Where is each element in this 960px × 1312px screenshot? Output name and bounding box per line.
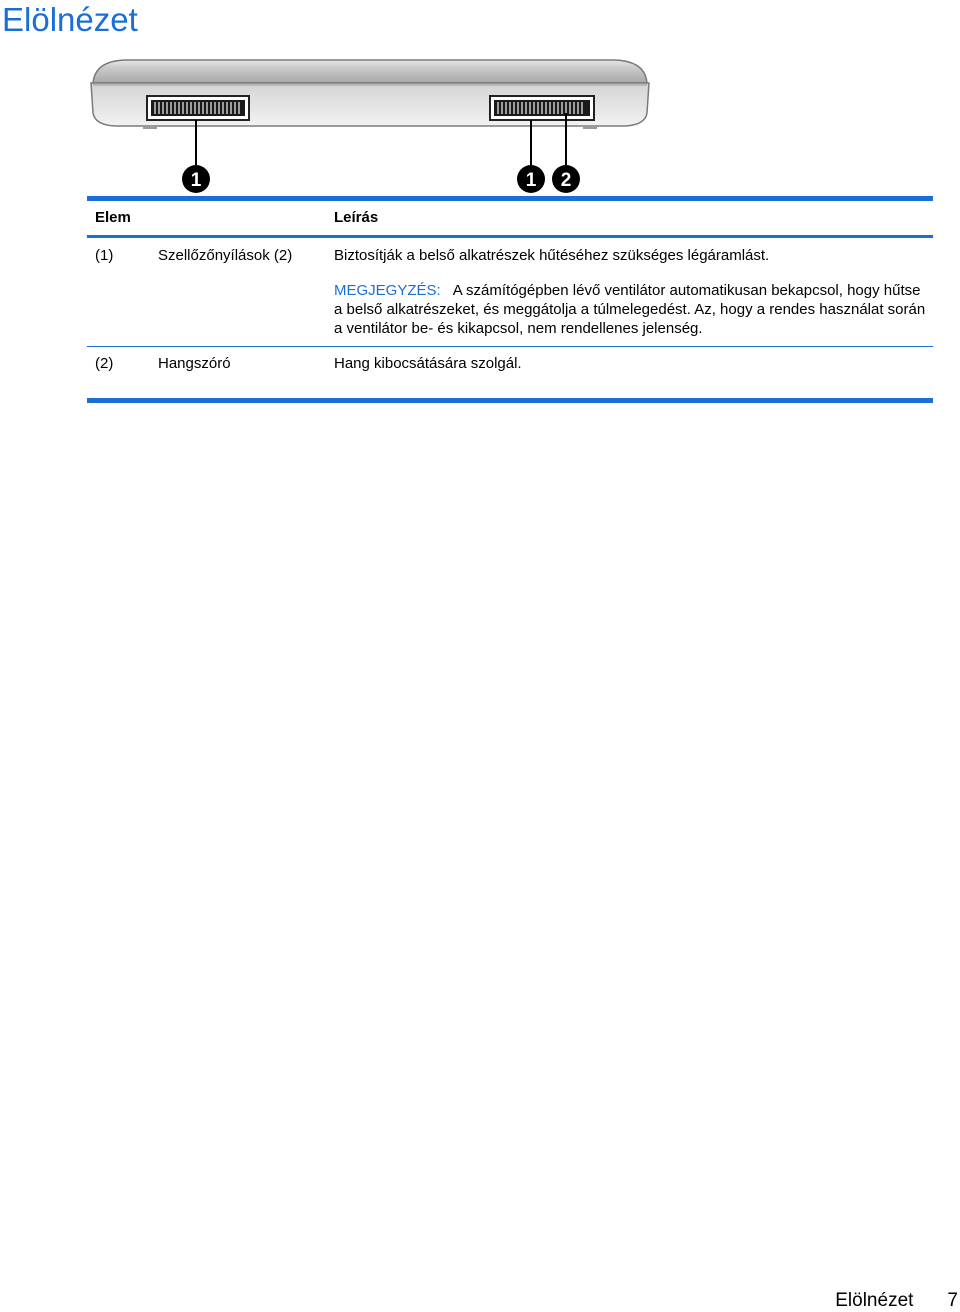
column-header-item: Elem [95,209,131,226]
callout-label: 1 [190,170,202,191]
row-item-name: Hangszóró [158,355,231,372]
laptop-front-view-image [85,55,655,200]
table-header-rule [87,235,933,238]
table-top-rule [87,196,933,201]
row-divider [87,346,933,347]
footer-section-title: Elölnézet [835,1290,914,1311]
note [334,281,932,338]
row-number: (2) [95,355,114,372]
table-bottom-rule [87,398,933,403]
row-item-name: Szellőzőnyílások (2) [158,247,293,264]
note-label: MEGJEGYZÉS: [334,282,441,299]
note-text: A számítógépben lévő ventilátor automatikusan bekapcsol, hogy hűtse a belső alkatrészeket, és meggátolja a túlmelegedést. Az, hogy a rendes használat során a ventilátor be- és kikapcsol, nem rendellenes jelenség. [334,282,926,337]
page-footer [835,1290,958,1312]
left-vent-graphic [147,96,249,120]
row-number: (1) [95,247,114,264]
row-description: Biztosítják a belső alkatrészek hűtéséhez szükséges légáramlást. [334,247,770,264]
page-title: Elölnézet [2,1,138,38]
page-number: 7 [947,1290,958,1311]
row-description: Hang kibocsátására szolgál. [334,355,522,372]
callout-label: 2 [560,170,572,191]
callout-label: 1 [525,170,537,191]
right-vent-graphic [490,96,594,120]
column-header-description: Leírás [334,209,379,226]
